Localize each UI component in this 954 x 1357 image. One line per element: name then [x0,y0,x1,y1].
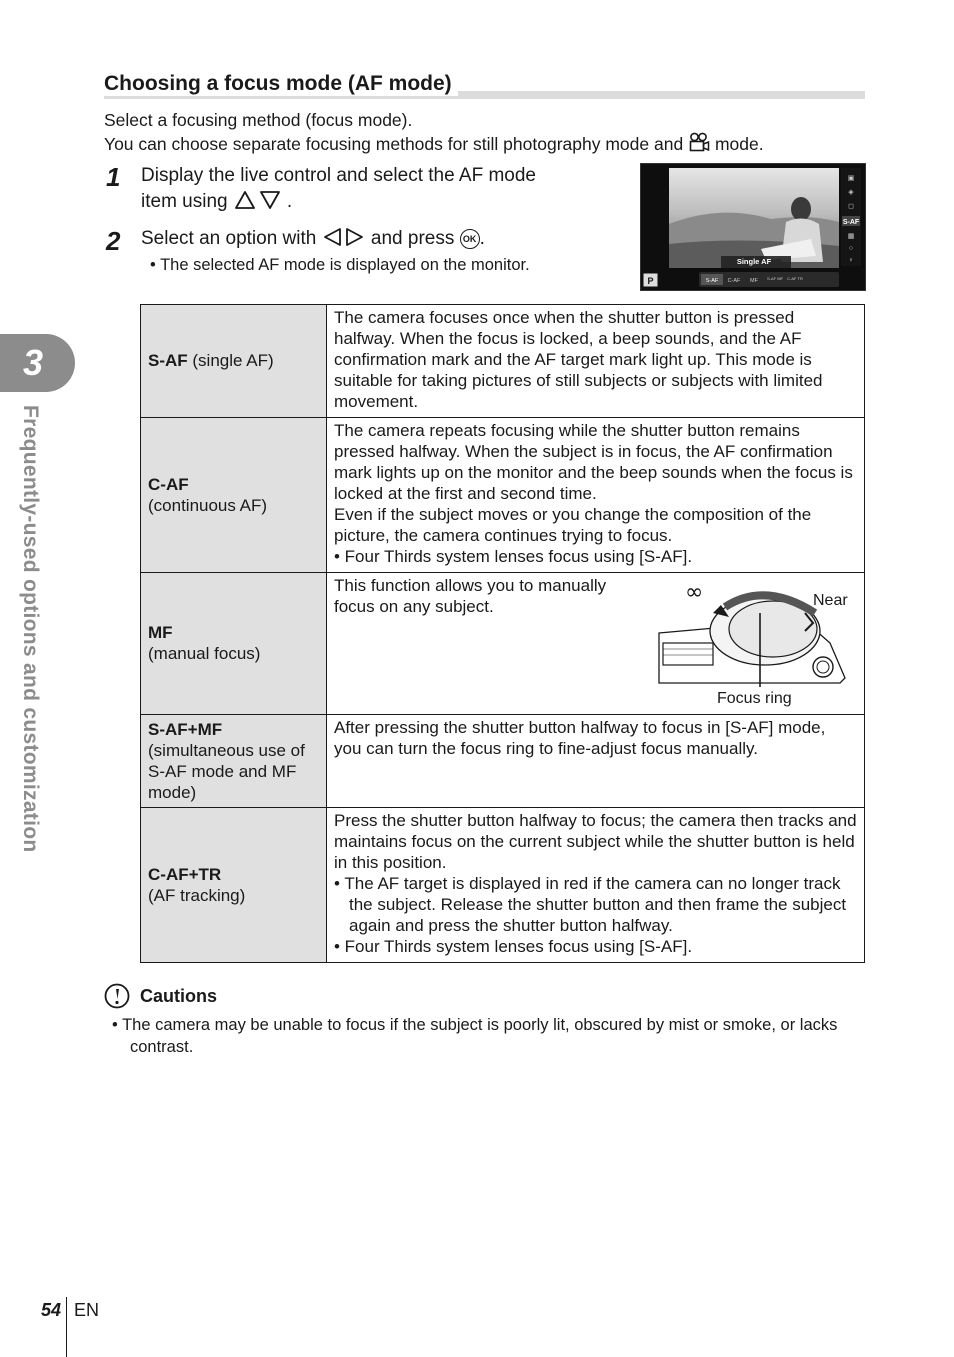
svg-text:C-AF TR: C-AF TR [787,276,803,281]
ok-button-icon: OK [460,229,480,249]
mode-cell: C-AF+TR (AF tracking) [141,808,327,963]
svg-text:♀: ♀ [848,257,854,264]
mode-cell: MF (manual focus) [141,573,327,715]
description-cell: After pressing the shutter button halfway to focus in [S-AF] mode, you can turn the focus ring to fine-adjust focus manually. [327,715,865,808]
svg-text:▦: ▦ [847,233,855,240]
caution-icon [104,983,130,1009]
up-down-arrow-icon [233,190,287,210]
focus-ring-figure [655,583,861,711]
mode-cell: S-AF (single AF) [141,305,327,418]
svg-text:○: ○ [848,245,854,252]
step-1-text: Display the live control and select the AF mode item using . [141,165,536,212]
movie-mode-icon [688,132,710,152]
infinity-label: ∞ [685,583,704,605]
svg-text:S-AF: S-AF [705,278,719,284]
step-1-number: 1 [106,162,121,192]
cautions-item: • The camera may be unable to focus if the subject is poorly lit, obscured by mist or smoke, or lacks contrast. [112,1016,838,1056]
footer-divider [66,1297,67,1357]
mode-cell: C-AF (continuous AF) [141,418,327,573]
section-heading: Choosing a focus mode (AF mode) [104,72,458,96]
chapter-side-title: Frequently-used options and customization [19,405,42,853]
description-cell: The camera repeats focusing while the shutter button remains pressed halfway. When the subject is in focus, the AF confirmation mark lights up on the monitor and the beep sounds when the focus is locked at the first and second time. Even if the subject moves or you change the composition of the picture, the camera continues trying to focus. • Four Thirds system lenses focus using [S-AF]. [327,418,865,573]
left-right-arrow-icon [322,227,366,247]
step-2-number: 2 [106,226,121,256]
svg-text:◻: ◻ [848,203,854,210]
step-note: • The selected AF mode is displayed on the monitor. [150,256,530,274]
mode-cell: S-AF+MF (simultaneous use of S-AF mode and MF mode) [141,715,327,808]
intro-line-2: You can choose separate focusing methods for still photography mode and mode. [104,134,764,154]
description-cell: The camera focuses once when the shutter button is pressed halfway. When the focus is locked, a beep sounds, and the AF confirmation mark and the AF target mark light up. This mode is suitable for taking pictures of still subjects or subjects with limited movement. [327,305,865,418]
intro-text [104,108,764,156]
near-label: Near [813,592,848,609]
monitor-caption: Single AF [736,257,772,266]
svg-text:S-AF MF: S-AF MF [767,276,783,281]
table-row-s-af-mf [141,715,865,808]
live-control-illustration [641,164,865,290]
step-2-text: Select an option with and press OK . [141,228,485,249]
chapter-number: 3 [22,342,44,383]
side-selected-label: S-AF [842,219,860,226]
page-number: 54 [41,1300,62,1320]
description-cell: This function allows you to manually focus on any subject. [327,573,865,715]
svg-text:◈: ◈ [848,189,854,196]
table-row-c-af [141,418,865,573]
svg-text:MF: MF [750,278,758,284]
language-label: EN [74,1300,100,1320]
svg-text:C-AF: C-AF [727,278,741,284]
svg-text:▣: ▣ [847,175,855,182]
intro-line-1: Select a focusing method (focus mode). [104,110,413,130]
table-row-s-af [141,305,865,418]
chapter-side-title-container [18,405,60,905]
cautions-title: Cautions [140,986,218,1006]
focus-ring-label: Focus ring [717,690,792,707]
live-control-screen-image [640,163,866,291]
table-row-c-af-tr [141,808,865,963]
mode-badge: P [647,276,654,286]
description-cell: Press the shutter button halfway to focus; the camera then tracks and maintains focus on the current subject while the shutter button is held in this position. • The AF target is displayed in red if the camera can no longer track the subject. Release the shutter button and then frame the subject again and press the shutter button halfway. • Four Thirds system lenses focus using [S-AF]. [327,808,865,963]
